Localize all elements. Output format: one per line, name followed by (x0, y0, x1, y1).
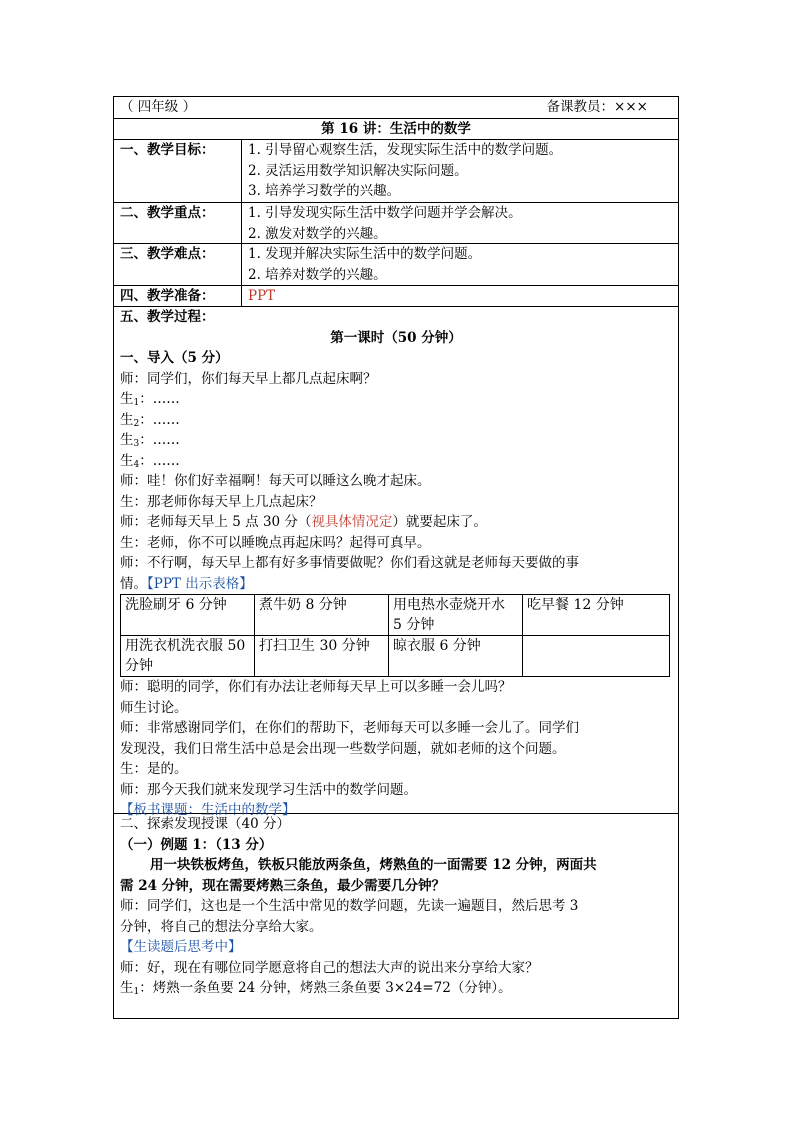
preparation-value: PPT (248, 288, 276, 304)
key-point-item: 1. 引导发现实际生活中数学问题并学会解决。 (248, 205, 522, 221)
preparation-label: 四、教学准备： (114, 286, 242, 306)
student-line: 生$_1$：烤熟一条鱼要 24 分钟，烤熟三条鱼要 3×24=72（分钟）。 (120, 980, 512, 997)
header-row (114, 97, 678, 119)
table-cell: 煮牛奶 8 分钟 (255, 595, 389, 636)
lesson-title: 第 16 讲：生活中的数学 (114, 119, 678, 140)
key-points-label: 二、教学重点： (114, 203, 242, 243)
ppt-note: 【PPT 出示表格】 (147, 575, 253, 592)
key-point-item: 2. 激发对数学的兴趣。 (248, 225, 387, 242)
difficulty-item: 1. 发现并解决实际生活中的数学问题。 (248, 246, 482, 262)
difficulties-row (114, 244, 678, 286)
objective-item: 3. 培养学习数学的兴趣。 (248, 183, 401, 199)
dialogue-line: 发现没，我们日常生活中总是会出现一些数学问题，就如老师的这个问题。 (120, 740, 566, 757)
objective-item: 2. 灵活运用数学知识解决实际问题。 (248, 162, 468, 179)
dialogue-line: 师：非常感谢同学们，在你们的帮助下，老师每天可以多睡一会儿了。同学们 (120, 720, 579, 736)
think-note: 【生读题后思考中】 (120, 939, 242, 955)
difficulty-item: 2. 培养对数学的兴趣。 (248, 266, 387, 283)
dialogue-line: 生：老师，你不可以睡晚点再起床吗？起得可真早。 (120, 534, 431, 551)
table-cell: 吃早餐 12 分钟 (523, 595, 670, 636)
dialogue-line: 生：是的。 (120, 761, 188, 777)
preparation-row (114, 286, 678, 307)
intro-heading: 一、导入（5 分） (120, 350, 229, 366)
dialogue-line: 师：同学们，这也是一个生活中常见的数学问题，先读一遍题目，然后思考 3 (120, 898, 579, 914)
dialogue-line: 师：好，现在有哪位同学愿意将自己的想法大声的说出来分享给大家？ (120, 959, 539, 976)
student-line: 生$_4$：…… (120, 452, 180, 470)
table-row (121, 636, 670, 677)
dialogue-line: 师生讨论。 (120, 699, 188, 716)
table-cell: 用洗衣机洗衣服 50 分钟 (121, 636, 255, 677)
table-row (121, 595, 670, 636)
process-heading: 五、教学过程： (120, 309, 215, 325)
student-line: 生$_3$：…… (120, 432, 180, 449)
dialogue-line: 师：聪明的同学，你们有办法让老师每天早上可以多睡一会儿吗？ (120, 679, 512, 695)
table-cell: 打扫卫生 30 分钟 (255, 636, 389, 677)
table-cell: 晾衣服 6 分钟 (389, 636, 523, 677)
dialogue-line: 师：老师每天早上 5 点 30 分（视具体情况定）就要起床了。 (120, 514, 487, 530)
lesson-period-title: 第一课时（50 分钟） (330, 329, 462, 346)
dialogue-line: 情。【PPT 出示表格】 (120, 575, 253, 592)
dialogue-line: 分钟，将自己的想法分享给大家。 (120, 918, 323, 935)
board-note: 【板书课题：生活中的数学】 (120, 802, 296, 818)
key-points-row (114, 203, 678, 244)
table-cell (523, 636, 670, 677)
dialogue-line: 师：那今天我们就来发现学习生活中的数学问题。 (120, 781, 417, 798)
grade-label: （ 四年级 ） (120, 99, 197, 115)
table-cell: 洗脸刷牙 6 分钟 (121, 595, 255, 636)
objectives-row (114, 140, 678, 203)
difficulties-label: 三、教学难点： (114, 244, 242, 285)
table-cell: 用电热水壶烧开水 5 分钟 (389, 595, 523, 636)
dialogue-line: 生：那老师你每天早上几点起床？ (120, 493, 323, 510)
schedule-table (120, 594, 670, 677)
objective-item: 1. 引导留心观察生活，发现实际生活中的数学问题。 (248, 142, 563, 158)
problem-text: 用一块铁板烤鱼，铁板只能放两条鱼，烤熟鱼的一面需要 12 分钟，两面共 (150, 857, 597, 873)
dialogue-line: 师：哇！你们好幸福啊！每天可以睡这么晚才起床。 (120, 473, 431, 489)
objectives-label: 一、教学目标： (114, 140, 242, 202)
problem-text: 需 24 分钟，现在需要烤熟三条鱼，最少需要几分钟？ (120, 877, 446, 894)
example-heading: （一）例题 1：（13 分） (120, 836, 273, 853)
teacher-label: 备课教员：××× (546, 99, 648, 115)
red-note: 视具体情况定 (311, 514, 393, 530)
student-line: 生$_1$：…… (120, 391, 180, 408)
explore-heading: 二、探索发现授课（40 分） (120, 816, 290, 832)
process-section (114, 307, 678, 818)
dialogue-line: 师：同学们，你们每天早上都几点起床啊？ (120, 370, 377, 387)
lesson-plan-table (113, 96, 679, 1019)
explore-section (114, 814, 678, 998)
student-line: 生$_2$：…… (120, 411, 180, 429)
dialogue-line: 师：不行啊，每天早上都有好多事情要做呢？你们看这就是老师每天要做的事 (120, 555, 579, 571)
